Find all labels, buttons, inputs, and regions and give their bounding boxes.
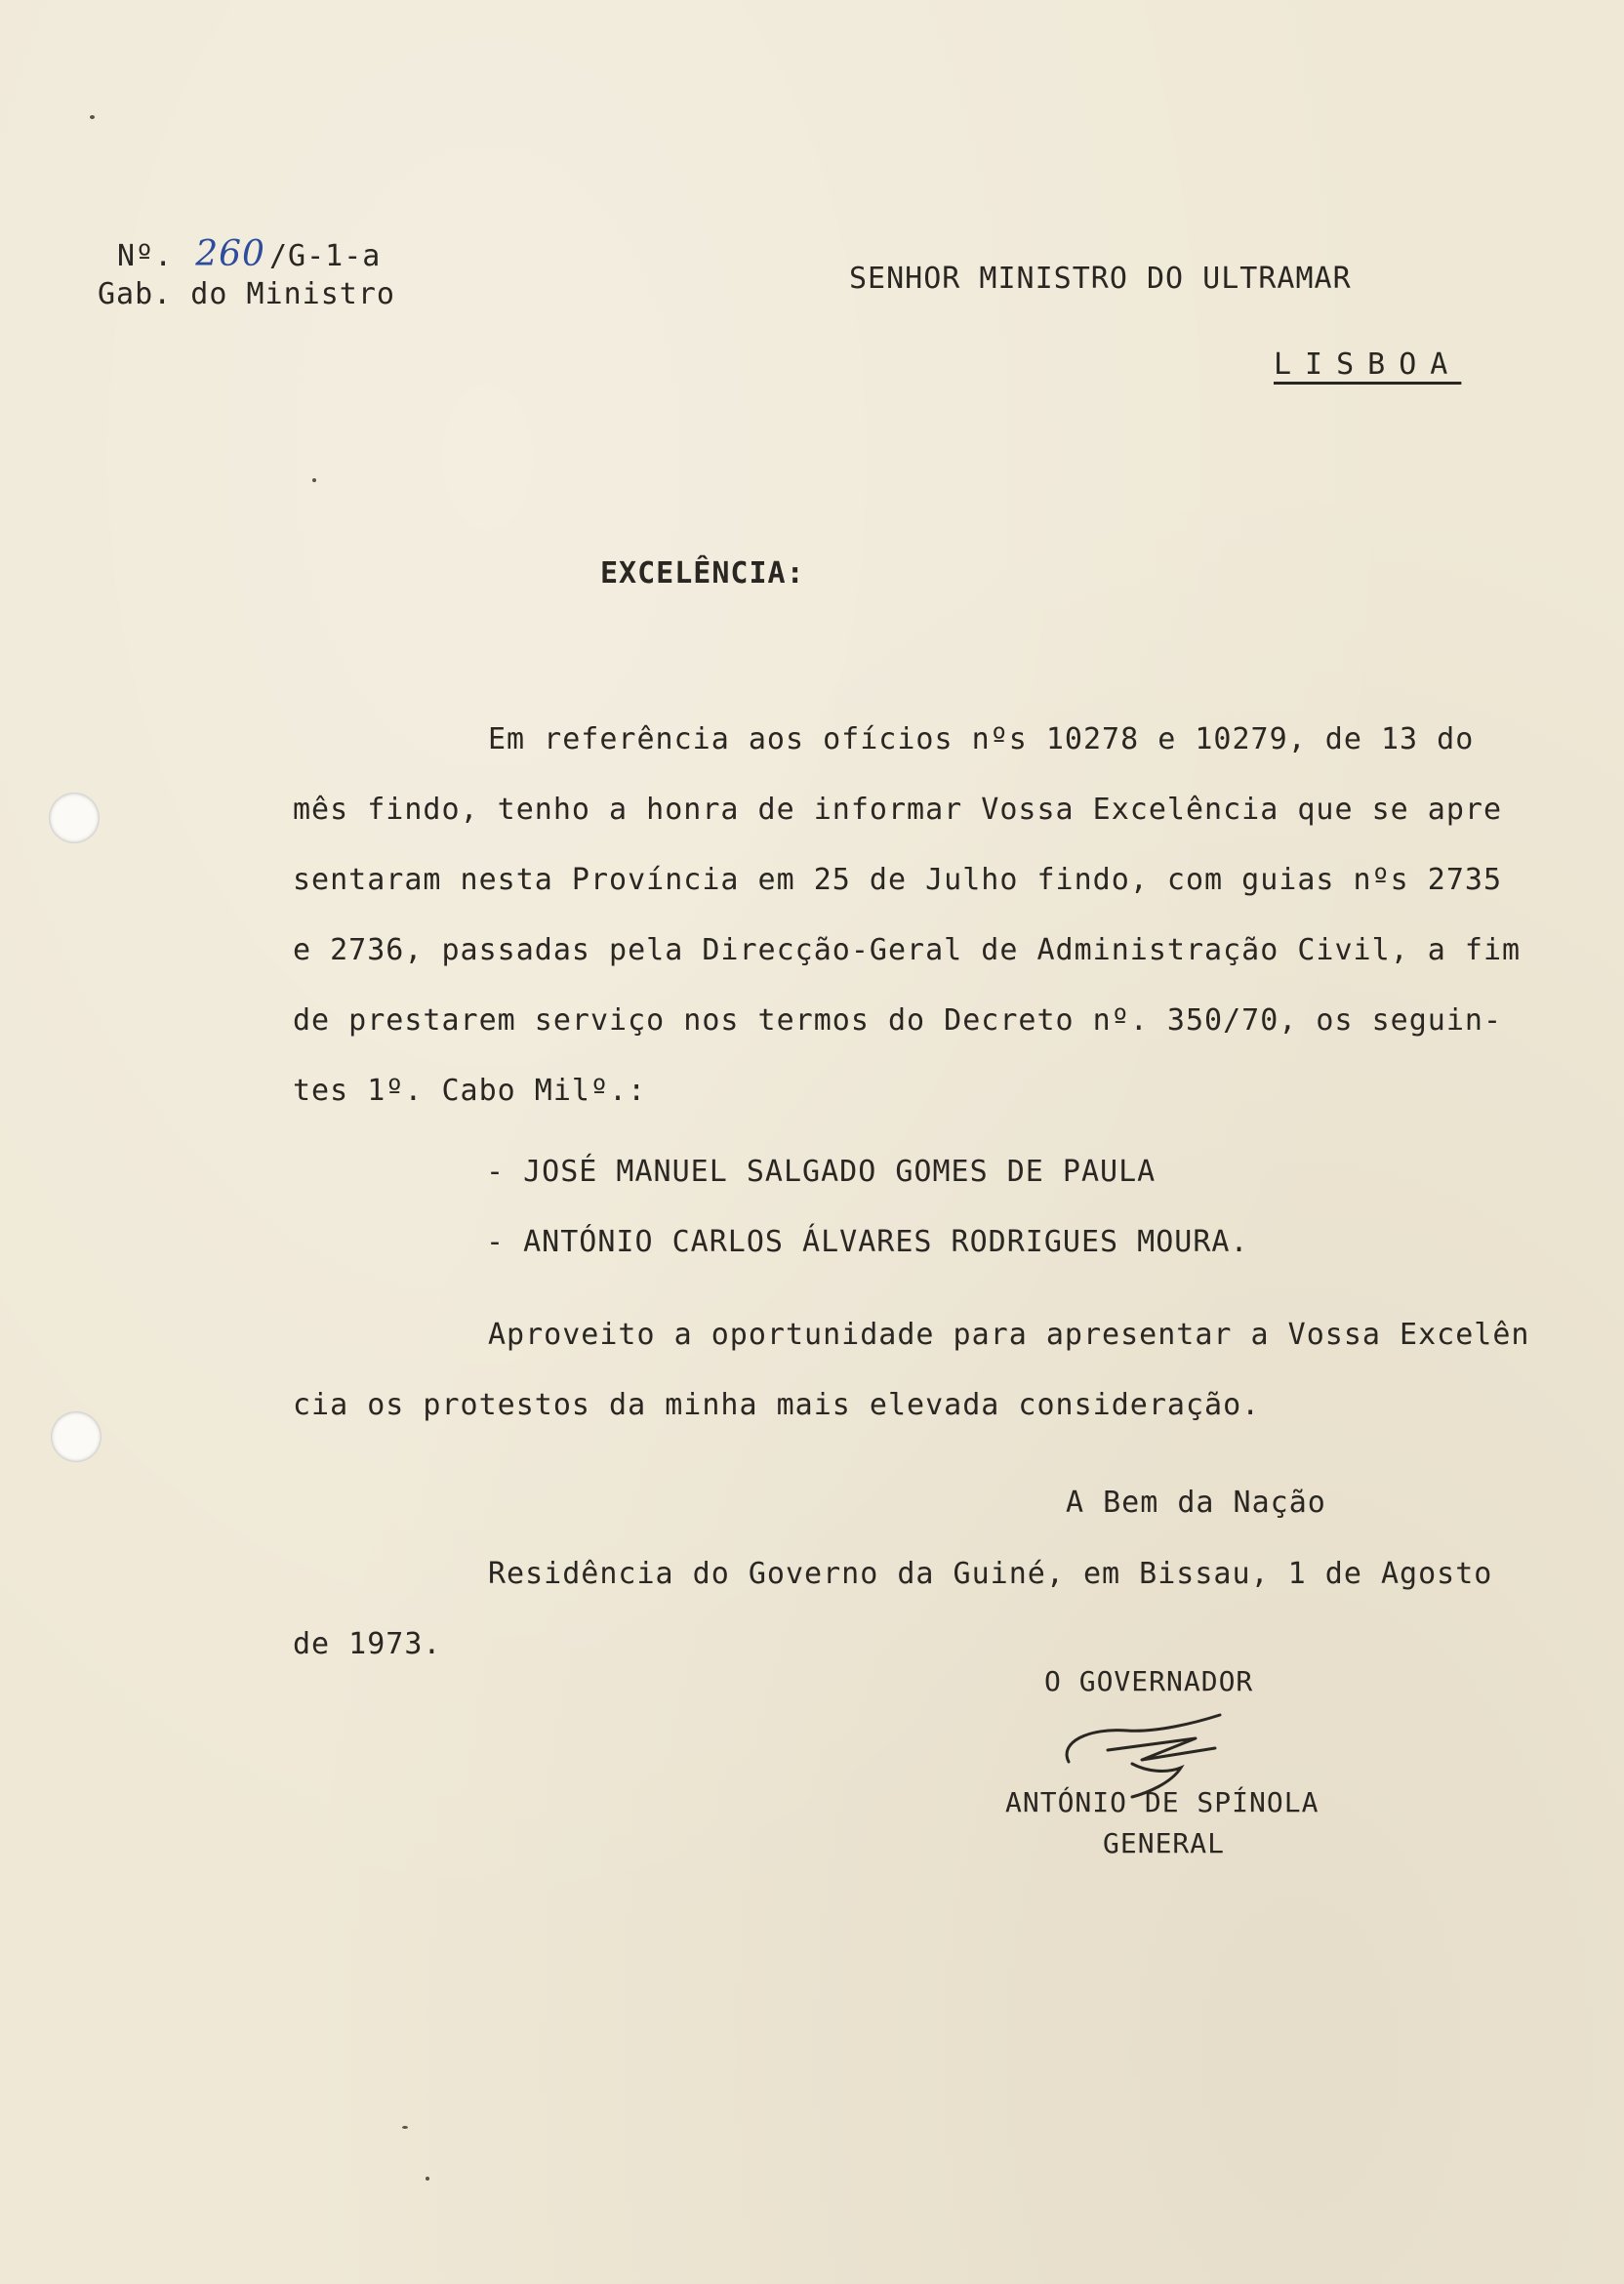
closing-line: cia os protestos da minha mais elevada consideração. — [293, 1388, 1261, 1422]
body-line: de prestarem serviço nos termos do Decreto nº. 350/70, os seguin- — [293, 1003, 1502, 1038]
recipient-title: SENHOR MINISTRO DO ULTRAMAR — [849, 262, 1352, 296]
reference-prefix: Nº. — [117, 239, 174, 273]
body-line — [293, 722, 1542, 793]
handwritten-reference-number: 260 — [195, 234, 265, 274]
closing-paragraph — [293, 1318, 1529, 1458]
body-line-text: Em referência aos ofícios nºs 10278 e 10279, de 13 do — [488, 722, 1475, 756]
paper-speck — [312, 478, 316, 482]
paper-speck — [90, 115, 95, 119]
body-line: e 2736, passadas pela Direcção-Geral de Administração Civil, a fim — [293, 933, 1522, 967]
closing-line — [293, 1318, 1529, 1388]
recipient-city: LISBOA — [1274, 347, 1462, 382]
body-line: sentaram nesta Província em 25 de Julho findo, com guias nºs 2735 — [293, 863, 1502, 897]
signatory-name: ANTÓNIO DE SPÍNOLA — [1005, 1786, 1320, 1818]
list-item: - ANTÓNIO CARLOS ÁLVARES RODRIGUES MOURA. — [486, 1225, 1249, 1259]
reference-office: Gab. do Ministro — [98, 277, 395, 311]
reference-suffix: /G-1-a — [268, 239, 382, 273]
place-date-line: de 1973. — [293, 1627, 442, 1661]
place-date-text: Residência do Governo da Guiné, em Bissau, 1 de Agosto — [488, 1557, 1493, 1591]
signatory-rank: GENERAL — [1103, 1827, 1226, 1859]
motto: A Bem da Nação — [1066, 1486, 1326, 1520]
body-line: tes 1º. Cabo Milº.: — [293, 1074, 647, 1108]
place-date — [293, 1557, 1492, 1697]
closing-line-text: Aproveito a oportunidade para apresentar a Vossa Excelên — [488, 1318, 1530, 1352]
signatory-title: O GOVERNADOR — [1044, 1665, 1254, 1697]
reference-number — [117, 234, 381, 274]
punch-hole — [49, 793, 100, 843]
body-line: mês findo, tenho a honra de informar Vossa Excelência que se apre — [293, 793, 1502, 827]
salutation: EXCELÊNCIA: — [600, 556, 805, 591]
paper-speck — [426, 2177, 429, 2181]
punch-hole — [51, 1411, 102, 1462]
place-date-line — [293, 1557, 1492, 1627]
body-paragraph — [293, 722, 1542, 1144]
names-list — [486, 1155, 1249, 1295]
paper-speck — [402, 2126, 408, 2129]
list-item: - JOSÉ MANUEL SALGADO GOMES DE PAULA — [486, 1155, 1157, 1189]
